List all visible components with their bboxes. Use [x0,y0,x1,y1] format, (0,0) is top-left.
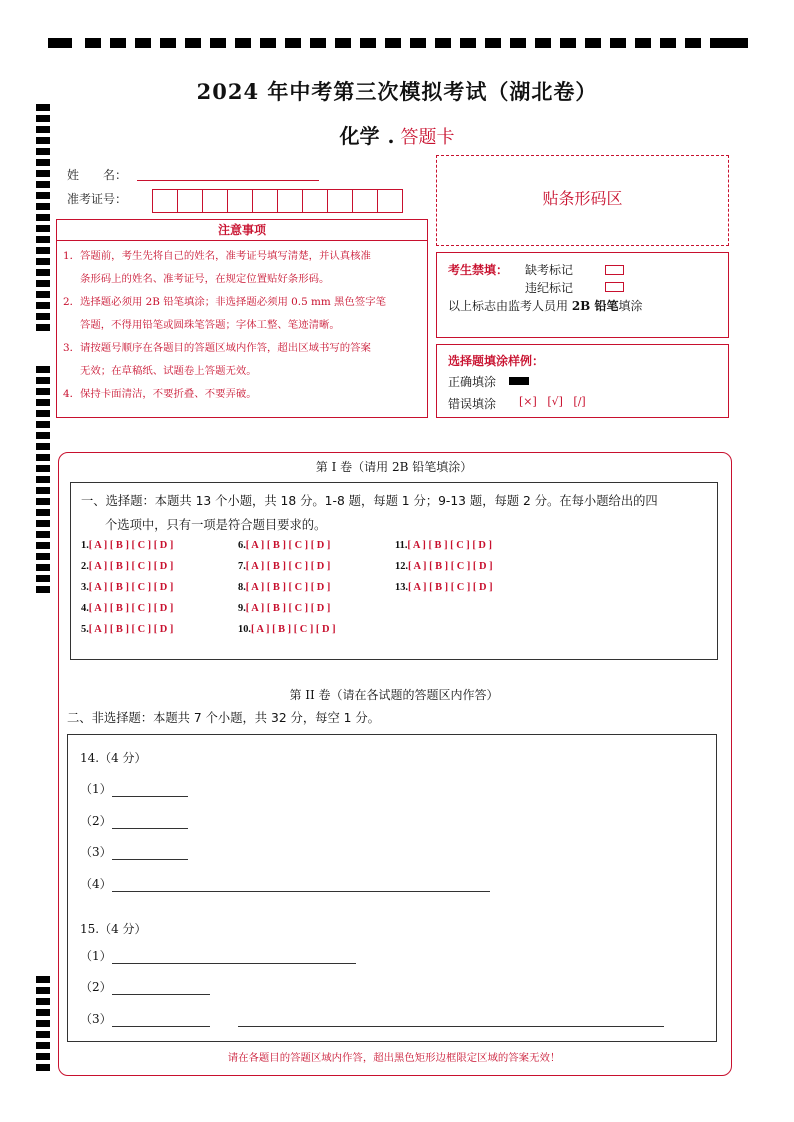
choice-row-12[interactable]: 12.[ A ] [ B ] [ C ] [ D ] [395,561,493,572]
barcode-label: 贴条形码区 [542,189,623,208]
choice-row-9[interactable]: 9.[ A ] [ B ] [ C ] [ D ] [238,603,331,614]
wrong-label: 错误填涂 [448,397,497,411]
wrong-sample-marks: [×] [√] [/] [519,395,586,408]
violation-label: 违纪标记 [525,281,574,295]
subtitle [0,120,794,149]
choice-row-2[interactable]: 2.[ A ] [ B ] [ C ] [ D ] [81,561,174,572]
barcode-area [436,155,729,246]
q15-blank-2[interactable]: （2） [80,978,210,995]
fill-sample-box [436,344,729,418]
violation-mark-box[interactable] [605,282,624,292]
q15-blank-3[interactable]: （3） [80,1010,664,1027]
notice-heading: 注意事项 [56,219,428,241]
subtitle-dot: . [387,124,395,148]
part2-title: 第 II 卷（请在各试题的答题区内作答） [289,688,499,702]
part1-instruction-2: 个选项中，只有一项是符合题目要求的。 [105,518,327,532]
footer-warning: 请在各题目的答题区域内作答，超出黑色矩形边框限定区域的答案无效！ [227,1052,561,1064]
non-choice-section [67,734,717,1042]
sample-title: 选择题填涂样例： [448,354,545,368]
absent-label: 缺考标记 [525,263,574,277]
notice-item: 无效；在草稿纸、试题卷上答题无效。 [80,365,257,377]
notice-box [56,240,428,418]
choice-row-5[interactable]: 5.[ A ] [ B ] [ C ] [ D ] [81,624,174,635]
notice-item: 1．答题前，考生先将自己的姓名，准考证号填写清楚，并认真核准 [63,250,371,262]
page-title: 2024 年中考第三次模拟考试（湖北卷） [196,79,598,104]
q15-blank-1[interactable]: （1） [80,947,356,964]
choice-row-3[interactable]: 3.[ A ] [ B ] [ C ] [ D ] [81,582,174,593]
choice-row-11[interactable]: 11.[ A ] [ B ] [ C ] [ D ] [395,540,492,551]
proctor-marks-box [436,252,729,338]
correct-label: 正确填涂 [448,375,497,389]
choice-row-7[interactable]: 7.[ A ] [ B ] [ C ] [ D ] [238,561,331,572]
forbidden-title: 考生禁填： [448,263,509,277]
choice-section [70,482,718,660]
notice-item: 3．请按题号顺序在各题目的答题区域内作答，超出区域书写的答案 [63,342,371,354]
choice-row-6[interactable]: 6.[ A ] [ B ] [ C ] [ D ] [238,540,331,551]
choice-row-8[interactable]: 8.[ A ] [ B ] [ C ] [ D ] [238,582,331,593]
absent-mark-box[interactable] [605,265,624,275]
q14-label: 14.（4 分） [80,751,147,765]
subject-name: 化学 [339,124,380,148]
part2-instruction: 二、非选择题：本题共 7 个小题，共 32 分，每空 1 分。 [67,711,380,725]
card-label: 答题卡 [400,127,455,148]
q14-blank-2[interactable]: （2） [80,812,188,829]
choice-row-13[interactable]: 13.[ A ] [ B ] [ C ] [ D ] [395,582,493,593]
q14-blank-4[interactable]: （4） [80,875,490,892]
q14-blank-3[interactable]: （3） [80,843,188,860]
notice-item: 2．选择题必须用 2B 铅笔填涂；非选择题必须用 0.5 mm 黑色签字笔 [63,296,386,308]
q15-label: 15.（4 分） [80,922,147,936]
notice-item: 答题，不得用铅笔或圆珠笔答题；字体工整、笔迹清晰。 [80,319,340,331]
name-label: 姓 名： [67,168,128,182]
name-input-line[interactable] [137,180,319,181]
q14-blank-1[interactable]: （1） [80,780,188,797]
correct-fill-sample [509,377,529,385]
choice-row-10[interactable]: 10.[ A ] [ B ] [ C ] [ D ] [238,624,336,635]
choice-row-1[interactable]: 1.[ A ] [ B ] [ C ] [ D ] [81,540,174,551]
part1-title: 第 I 卷（请用 2B 铅笔填涂） [315,460,473,474]
notice-item: 4．保持卡面清洁，不要折叠、不要弄破。 [63,388,257,400]
top-timing-marks [48,38,748,50]
notice-item: 条形码上的姓名、准考证号，在规定位置贴好条形码。 [80,273,330,285]
part1-instruction: 一、选择题：本题共 13 个小题，共 18 分。1-8 题，每题 1 分；9-13 题，每题 2 分。在每小题给出的四 [81,494,658,508]
exam-id-cells[interactable] [152,189,403,211]
id-label: 准考证号： [67,192,128,206]
proctor-note: 以上标志由监考人员用 2B 铅笔填涂 [448,299,643,313]
choice-row-4[interactable]: 4.[ A ] [ B ] [ C ] [ D ] [81,603,174,614]
